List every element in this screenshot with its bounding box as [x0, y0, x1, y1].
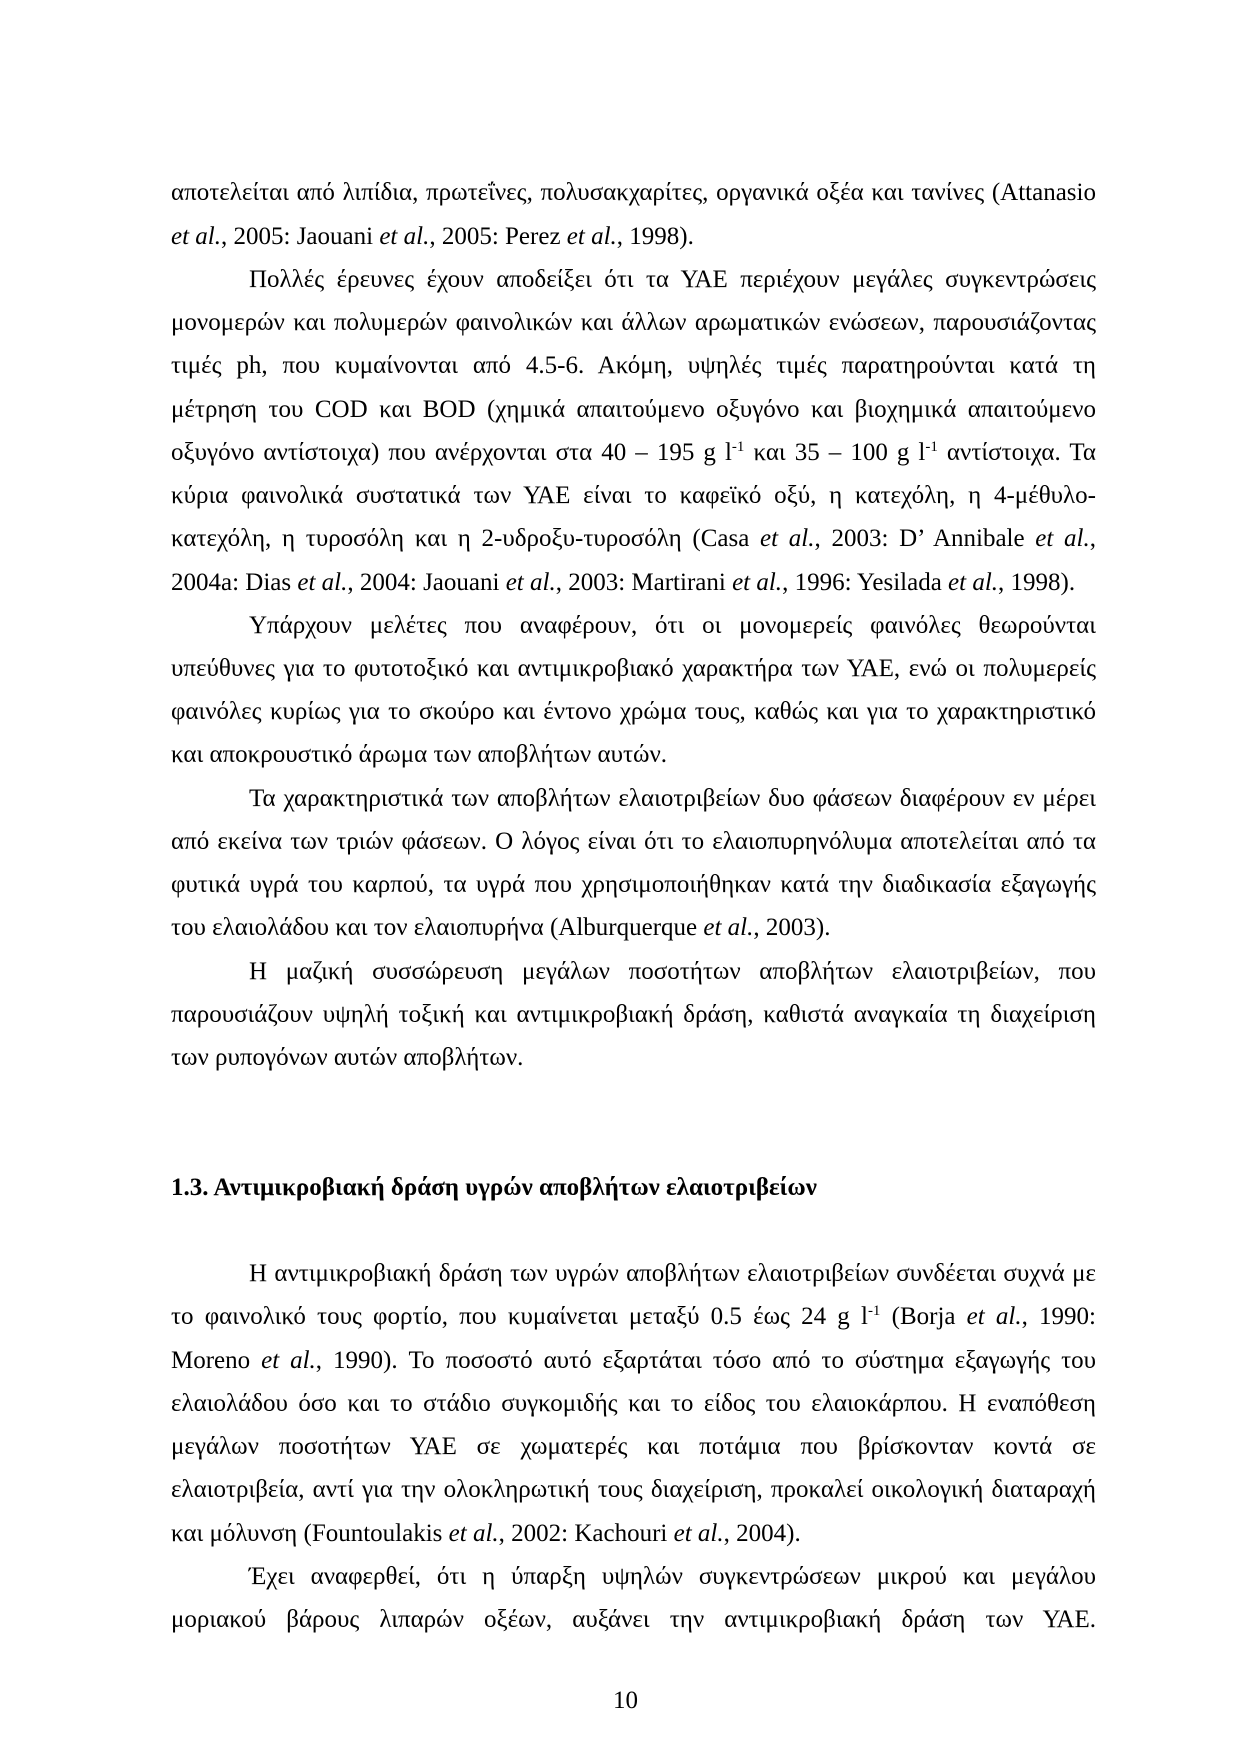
superscript: -1: [867, 1303, 881, 1320]
italic-citation: et al.: [448, 1519, 499, 1547]
text-line: [171, 777, 1096, 820]
text-run: τιμές ph, που κυμαίνονται από 4.5-6. Ακόμη, υψηλές τιμές παρατηρούνται κατά τη: [171, 352, 1096, 380]
text-run: των ρυπογόνων αυτών αποβλήτων.: [171, 1044, 524, 1072]
text-run: , 2005: Perez: [429, 222, 567, 250]
paragraph-5: [171, 950, 1096, 1080]
italic-citation: et al.: [379, 222, 430, 250]
paragraph-3: [171, 604, 1096, 777]
text-line: [171, 474, 1096, 517]
text-line: [171, 1512, 1096, 1555]
italic-citation: et al.: [505, 568, 556, 596]
text-run: , 1998).: [616, 222, 694, 250]
text-line: [171, 1598, 1096, 1641]
text-run: , 2003: D’ Annibale: [814, 525, 1036, 553]
text-run: μέτρηση του COD και BOD (χημικά απαιτούμενο οξυγόνο και βιοχημικά απαιτούμενο: [171, 395, 1096, 423]
text-run: Έχει αναφερθεί, ότι η ύπαρξη υψηλών συγκεντρώσεων μικρού και μεγάλου: [249, 1562, 1096, 1590]
text-line: [171, 1425, 1096, 1468]
text-run: Η μαζική συσσώρευση μεγάλων ποσοτήτων αποβλήτων ελαιοτριβείων, που: [249, 957, 1096, 985]
text-run: οξυγόνο αντίστοιχα) που ανέρχονται στα 40 – 195 g l: [171, 438, 732, 466]
text-run: φαινόλες κυρίως για το σκούρο και έντονο χρώμα τους, καθώς και για το χαρακτηριστικό: [171, 698, 1096, 726]
italic-citation: et al.: [171, 222, 221, 250]
italic-citation: et al.: [966, 1303, 1022, 1331]
section-heading: 1.3. Αντιμικροβιακή δράση υγρών αποβλήτων ελαιοτριβείων: [171, 1173, 817, 1201]
text-run: , 2003: Martirani: [555, 568, 733, 596]
document-body: [171, 171, 1096, 1641]
text-run: Υπάρχουν μελέτες που αναφέρουν, ότι οι μονομερείς φαινόλες θεωρούνται: [249, 611, 1096, 639]
text-line: [171, 171, 1096, 214]
text-line: [171, 1468, 1096, 1511]
text-run: ελαιοτριβεία, αντί για την ολοκληρωτική τους διαχείριση, προκαλεί οικολογική διαταραχή: [171, 1476, 1096, 1504]
text-line: [171, 1036, 1096, 1079]
paragraph-1: [171, 171, 1096, 257]
text-line: [171, 690, 1096, 733]
text-run: , 2002: Kachouri: [498, 1519, 674, 1547]
text-run: αντίστοιχα. Τα: [937, 438, 1096, 466]
text-run: (Borja: [880, 1303, 967, 1331]
superscript: -1: [925, 438, 938, 455]
text-run: παρουσιάζουν υψηλή τοξική και αντιμικροβιακή δράση, καθιστά αναγκαία τη διαχείριση: [171, 1000, 1096, 1028]
italic-citation: et al.: [566, 222, 617, 250]
text-line: [171, 1555, 1096, 1598]
italic-citation: et al.: [703, 914, 754, 942]
text-run: του ελαιολάδου και τον ελαιοπυρήνα (Alburquerque: [171, 914, 704, 942]
italic-citation: et al.: [297, 568, 348, 596]
italic-citation: et al.: [1035, 525, 1090, 553]
text-run: , 2005: Jaouani: [221, 222, 380, 250]
text-line: [171, 604, 1096, 647]
text-run: μοριακού βάρους λιπαρών οξέων, αυξάνει την αντιμικροβιακή δράση των ΥΑΕ.: [171, 1606, 1096, 1634]
text-line: [171, 258, 1096, 301]
text-run: κύρια φαινολικά συστατικά των ΥΑΕ είναι το καφεϊκό οξύ, η κατεχόλη, η 4-μέθυλο-: [171, 482, 1096, 510]
text-line: [171, 431, 1096, 474]
superscript: -1: [731, 438, 745, 455]
text-line: [171, 950, 1096, 993]
text-run: ,: [1089, 525, 1096, 553]
paragraph-2: [171, 258, 1096, 604]
text-run: , 1996: Yesilada: [782, 568, 949, 596]
text-run: και 35 – 100 g l: [744, 438, 926, 466]
paragraph-4: [171, 777, 1096, 950]
text-run: Πολλές έρευνες έχουν αποδείξει ότι τα ΥΑΕ περιέχουν μεγάλες συγκεντρώσεις: [249, 265, 1096, 293]
text-line: [171, 1382, 1096, 1425]
text-line: [171, 733, 1096, 776]
italic-citation: et al.: [732, 568, 783, 596]
text-run: κατεχόλη, η τυροσόλη και η 2-υδροξυ-τυροσόλη (Casa: [171, 525, 761, 553]
text-run: , 2004: Jaouani: [347, 568, 506, 596]
text-run: μεγάλων ποσοτήτων ΥΑΕ σε χωματερές και ποτάμια που βρίσκονταν κοντά σε: [171, 1433, 1096, 1461]
text-line: [171, 301, 1096, 344]
text-run: από εκείνα των τριών φάσεων. Ο λόγος είναι ότι το ελαιοπυρηνόλυμα αποτελείται από τα: [171, 827, 1096, 855]
text-line: [171, 561, 1096, 604]
text-run: , 1990:: [1021, 1303, 1096, 1331]
text-run: Moreno: [171, 1346, 262, 1374]
paragraph-6: [171, 1252, 1096, 1555]
text-line: [171, 1295, 1096, 1338]
text-run: φυτικά υγρά του καρπού, τα υγρά που χρησιμοποιήθηκαν κατά την διαδικασία εξαγωγής: [171, 871, 1096, 899]
text-run: , 1990). Το ποσοστό αυτό εξαρτάται τόσο από το σύστημα εξαγωγής του: [315, 1346, 1097, 1374]
text-line: [171, 820, 1096, 863]
text-line: [171, 517, 1096, 560]
text-run: αποτελείται από λιπίδια, πρωτεΐνες, πολυσακχαρίτες, οργανικά οξέα και τανίνες (Attanasio: [171, 179, 1096, 207]
text-line: [171, 215, 1096, 258]
paragraph-7: [171, 1555, 1096, 1641]
text-run: και μόλυνση (Fountoulakis: [171, 1519, 449, 1547]
text-run: και αποκρουστικό άρωμα των αποβλήτων αυτών.: [171, 741, 668, 769]
page-number: 10: [613, 1687, 638, 1715]
italic-citation: et al.: [673, 1519, 724, 1547]
italic-citation: et al.: [261, 1346, 316, 1374]
text-run: , 1998).: [998, 568, 1076, 596]
text-line: [171, 863, 1096, 906]
text-run: Τα χαρακτηριστικά των αποβλήτων ελαιοτριβείων δυο φάσεων διαφέρουν εν μέρει: [249, 784, 1096, 812]
text-line: [171, 388, 1096, 431]
text-line: [171, 1339, 1096, 1382]
text-run: Η αντιμικροβιακή δράση των υγρών αποβλήτων ελαιοτριβείων συνδέεται συχνά με: [249, 1260, 1096, 1288]
text-run: υπεύθυνες για το φυτοτοξικό και αντιμικροβιακό χαρακτήρα των ΥΑΕ, ενώ οι πολυμερείς: [171, 654, 1096, 682]
italic-citation: et al.: [760, 525, 815, 553]
text-line: [171, 647, 1096, 690]
text-run: , 2004).: [723, 1519, 801, 1547]
text-line: [171, 906, 1096, 949]
text-line: [171, 993, 1096, 1036]
text-line: [171, 344, 1096, 387]
text-line: [171, 1252, 1096, 1295]
text-run: ελαιολάδου όσο και το στάδιο συγκομιδής και το είδος του ελαιοκάρπου. Η εναπόθεση: [171, 1389, 1096, 1417]
italic-citation: et al.: [948, 568, 999, 596]
text-run: , 2003).: [753, 914, 831, 942]
text-run: μονομερών και πολυμερών φαινολικών και άλλων αρωματικών ενώσεων, παρουσιάζοντας: [171, 309, 1096, 337]
text-run: το φαινολικό τους φορτίο, που κυμαίνεται μεταξύ 0.5 έως 24 g l: [171, 1303, 868, 1331]
text-run: 2004a: Dias: [171, 568, 298, 596]
